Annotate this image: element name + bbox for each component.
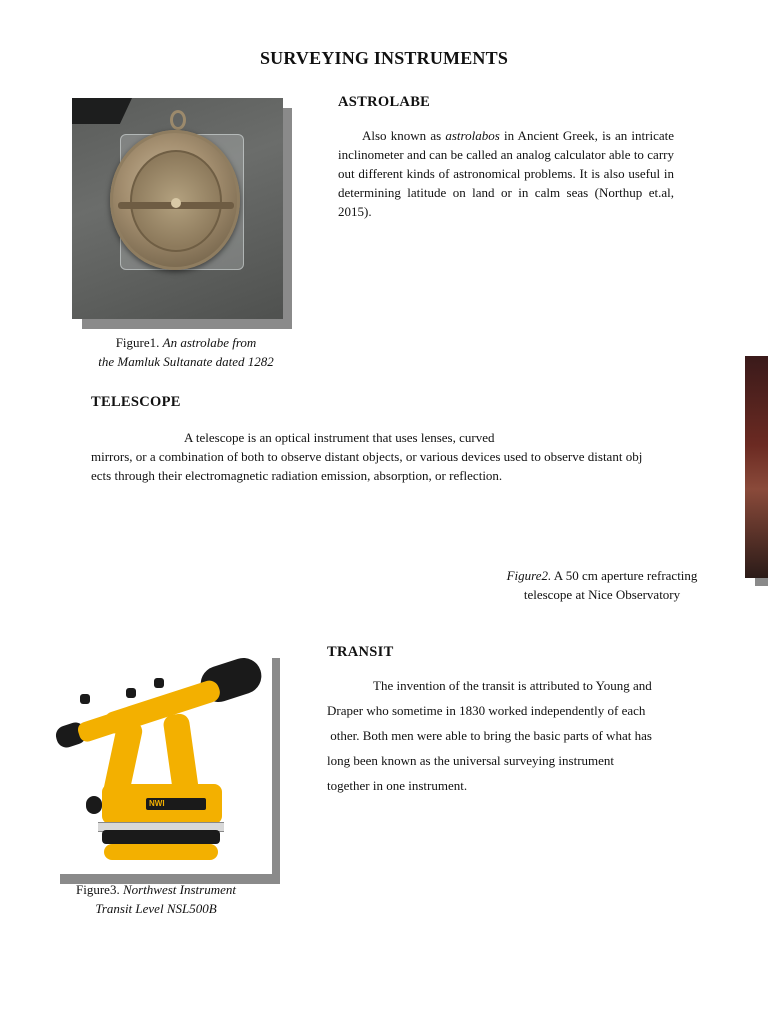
transit-leveling-base [102,830,220,844]
astrolabe-text-italic: astrolabos [445,128,500,143]
transit-label-plate [146,798,206,810]
transit-photo [50,648,272,874]
astrolabe-heading: ASTROLABE [338,94,431,110]
transit-side-knob [86,796,102,814]
transit-paragraph [327,676,687,801]
brand-mark: NWI [149,799,165,808]
figure3-label: Figure3. [76,882,123,897]
figure2-caption-line2: telescope at Nice Observatory [523,587,681,602]
telescope-line1: A telescope is an optical instrument that uses lenses, curved [184,430,495,445]
figure3-caption-line1: Northwest Instrument [122,882,236,897]
figure1-label: Figure1. [115,335,163,350]
photo-dark-corner [72,98,132,124]
figure3-caption-line2: Transit Level NSL500B [95,901,217,916]
figure1-caption-line2: the Mamluk Sultanate dated 1282 [98,354,274,369]
figure3-caption [40,880,272,918]
transit-line: together in one instrument. [327,778,468,793]
transit-knob [154,678,164,688]
page-title: SURVEYING INSTRUMENTS [259,48,509,68]
figure2-caption-line1: A 50 cm aperture refracting [551,568,698,583]
transit-line: Draper who sometime in 1830 worked independently of each [327,703,646,718]
transit-knob [126,688,136,698]
figure1-caption-line1: An astrolabe from [162,335,257,350]
transit-line: The invention of the transit is attributed to Young and [373,678,652,693]
figure2-caption [486,566,718,604]
astrolabe-paragraph [338,126,674,221]
telescope-heading: TELESCOPE [91,394,181,410]
telescope-line2: mirrors, or a combination of both to observe distant objects, or various devices used to observe distant obj [91,449,643,464]
transit-line: long been known as the universal surveying instrument [327,753,615,768]
telescope-photo [745,356,768,578]
transit-line: other. Both men were able to bring the basic parts of what has [327,728,652,743]
astrolabe-text-b: in Ancient Greek, is an intricate inclinometer and can be called an analog calculator able to carry out different kinds of astronomical problems. It is also useful in determining latitude on land or in calm seas (Northup et.al, 2015). [338,128,674,219]
telescope-line3: ects through their electromagnetic radiation emission, absorption, or reflection. [91,468,503,483]
figure2-label: Figure2. [506,568,552,583]
astrolabe-photo [72,98,283,319]
figure1-caption [72,333,300,371]
astrolabe-text-a: Also known as [362,128,446,143]
transit-foot-plate [104,844,218,860]
astrolabe-pin [171,198,181,208]
transit-knob [80,694,90,704]
transit-heading: TRANSIT [327,644,394,660]
astrolabe-suspension-ring [170,110,186,130]
